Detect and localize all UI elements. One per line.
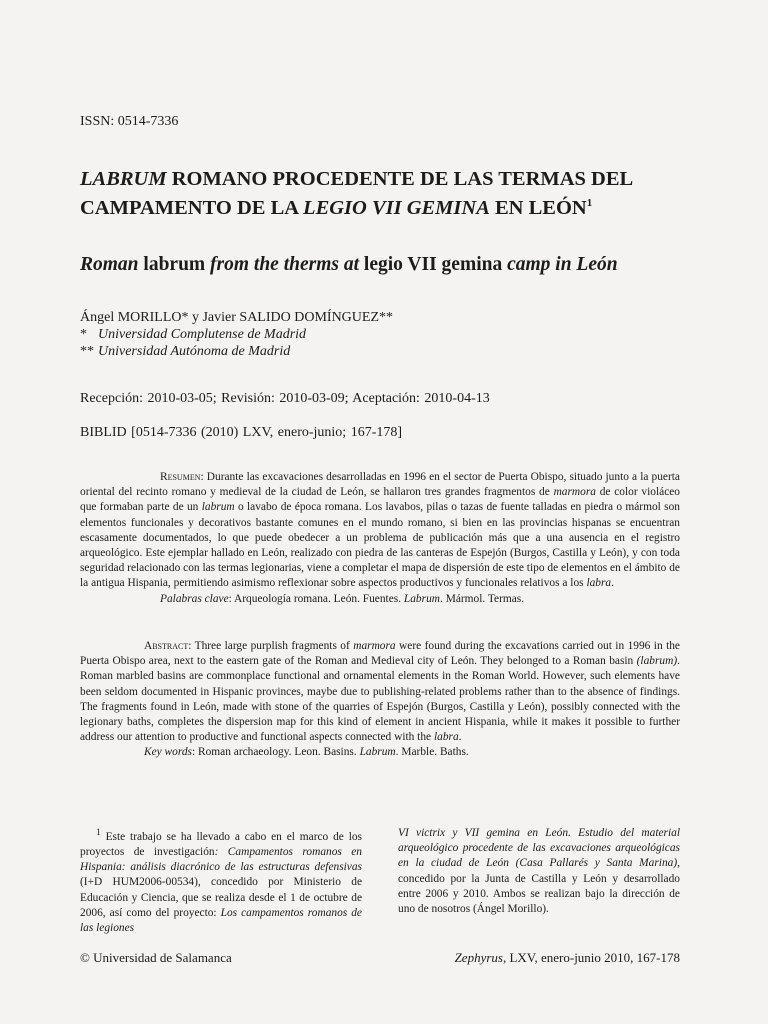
text-run: (labrum): [636, 655, 678, 668]
affiliation-text: Universidad Complutense de Madrid: [98, 327, 307, 342]
text-run: . Roman marbled basins are commonplace functional and ornamental elements in the Roman World. However, such elements have been seldom documented in Hispanic provinces, maybe due to publishing-related problems rather than to the absence of findings. The fragments found in León, made with stone of the quarries of Espejón (Burgos, Castilla y León), possibly connected with the legionary baths, completes the dispersion map for this kind of element in ancient Hispania, while it makes it possible to further address our attention to productive and functional aspects connected with the: [80, 655, 680, 744]
text-run: . Mármol. Termas.: [440, 592, 525, 605]
issn: ISSN: 0514-7336: [80, 114, 179, 129]
footer-journal: [455, 950, 680, 966]
text-run: labra: [586, 577, 612, 590]
resumen-label: Resumen: [160, 471, 201, 483]
text-run: Labrum: [359, 746, 396, 759]
resumen-keywords: [80, 592, 680, 607]
text-run: .: [611, 577, 614, 590]
text-run: : Three large purplish fragments of: [188, 640, 354, 652]
text-run: marmora: [553, 486, 596, 499]
subtitle-part: Roman: [80, 254, 139, 275]
text-run: .: [458, 731, 462, 744]
text-run: (I+D HUM2006-00534), concedido por Ministerio de Educación y Ciencia, que se realiza desde el 1 de octubre de 2006, así como del proyecto:: [80, 876, 362, 919]
abstract-keywords: [80, 745, 680, 760]
text-run: . Marble. Baths.: [395, 746, 469, 759]
text-run: : Campamentos romanos en Hispania: análisis diacrónico de las estructuras defensivas: [80, 846, 362, 874]
text-run: : Roman archaeology. Leon. Basins.: [192, 746, 360, 759]
text-run: Este trabajo se ha llevado a cabo en el marco de los proyectos de investigación: [80, 830, 362, 858]
text-run: labra: [433, 731, 459, 744]
footnote-text-continued: [398, 826, 680, 917]
text-run: : Arqueología romana. León. Fuentes.: [228, 592, 404, 605]
footer-copyright: © Universidad de Salamanca: [80, 950, 232, 965]
abstract-label: Abstract: [144, 640, 189, 652]
abstract-block: [80, 639, 680, 761]
affiliation-mark: *: [80, 327, 87, 342]
text-run: Labrum: [403, 592, 440, 605]
footnote-mark[interactable]: 1: [586, 197, 593, 209]
journal-issue: , LXV, enero-junio 2010, 167-178: [502, 950, 680, 965]
subtitle-part: legio VII gemina: [359, 254, 508, 275]
title-part: LABRUM: [80, 168, 167, 190]
english-title: [80, 254, 680, 276]
biblid: BIBLID [0514-7336 (2010) LXV, enero-junio; 167-178]: [80, 425, 403, 440]
resumen-block: [80, 470, 680, 607]
affiliation-mark: **: [80, 344, 94, 359]
abstract-text: [80, 639, 680, 745]
text-run: marmora: [353, 640, 396, 652]
authors-block: [80, 309, 393, 360]
title-part: EN LEÓN: [489, 196, 587, 219]
journal-name: Zephyrus: [454, 950, 503, 965]
text-run: VI victrix y VII gemina en León. Estudio del material arqueológico procedente de las excavaciones arqueológicas en la ciudad de León (Casa Pallarés y Santa Marina): [398, 827, 680, 870]
article-title: [80, 167, 680, 220]
text-run: , concedido por la Junta de Castilla y León y desarrollado entre 2006 y 2010. Ambos se realizan bajo la dirección de uno de nosotros (Ángel Morillo).: [398, 857, 680, 916]
title-part: ROMANO PROCEDENTE DE LAS TERMAS DEL CAMPAMENTO DE LA: [80, 168, 633, 219]
subtitle-part: from the therms at: [210, 254, 360, 275]
text-run: o lavabo de época romana. Los lavabos, pilas o tazas de fuente talladas en piedra o mármol son elementos funcionales y decorativos bastante comunes en el mundo romano, si bien en las provincias hispanas se encuentran escasamente documentados, lo que puede obedecer a un problema de publicación más que a una ausencia en el registro arqueológico. Este ejemplar hallado en León, realizado con piedra de las canteras de Espejón (Burgos, Castilla y León), y con toda seguridad relacionado con las termas legionarias, viene a completar el mapa de dispersión de este tipo de elementos en el ámbito de la antigua Hispania, permitiendo asimismo reflexionar sobre aspectos productivos y funcionales relativos a los: [80, 501, 680, 590]
subtitle-part: camp in León: [507, 254, 618, 275]
footnote-number: 1: [96, 828, 101, 838]
title-part: LEGIO VII GEMINA: [303, 196, 490, 219]
subtitle-part: labrum: [138, 254, 211, 275]
author-line: Ángel MORILLO* y Javier SALIDO DOMÍNGUEZ**: [80, 310, 394, 325]
affiliation-1: [80, 326, 393, 343]
submission-dates: Recepción: 2010-03-05; Revisión: 2010-03-09; Aceptación: 2010-04-13: [80, 391, 490, 406]
footnote-text: [80, 826, 362, 936]
affiliation-2: [80, 343, 393, 360]
affiliation-text: Universidad Autónoma de Madrid: [98, 344, 291, 359]
text-run: Los campamentos romanos de las legiones: [80, 906, 362, 935]
keywords-label: Key words: [144, 746, 192, 759]
text-run: labrum: [201, 501, 235, 514]
footnote-left-column: [80, 826, 362, 936]
resumen-text: [80, 470, 680, 592]
keywords-label: Palabras clave: [160, 592, 229, 605]
text-run: : Durante las excavaciones desarrolladas en 1996 en el sector de Puerta Obispo, situado junto a la puerta oriental del recinto romano y medieval de la ciudad de León, se hallaron tres grandes fragmentos de: [80, 471, 680, 499]
footnote-right-column: [398, 826, 680, 917]
text-run: were found during the excavations carried out in 1996 in the Puerta Obispo area, next to the eastern gate of the Roman and Medieval city of León. They belonged to a Roman basin: [80, 640, 680, 668]
text-run: de color violáceo que formaban parte de un: [80, 486, 680, 514]
